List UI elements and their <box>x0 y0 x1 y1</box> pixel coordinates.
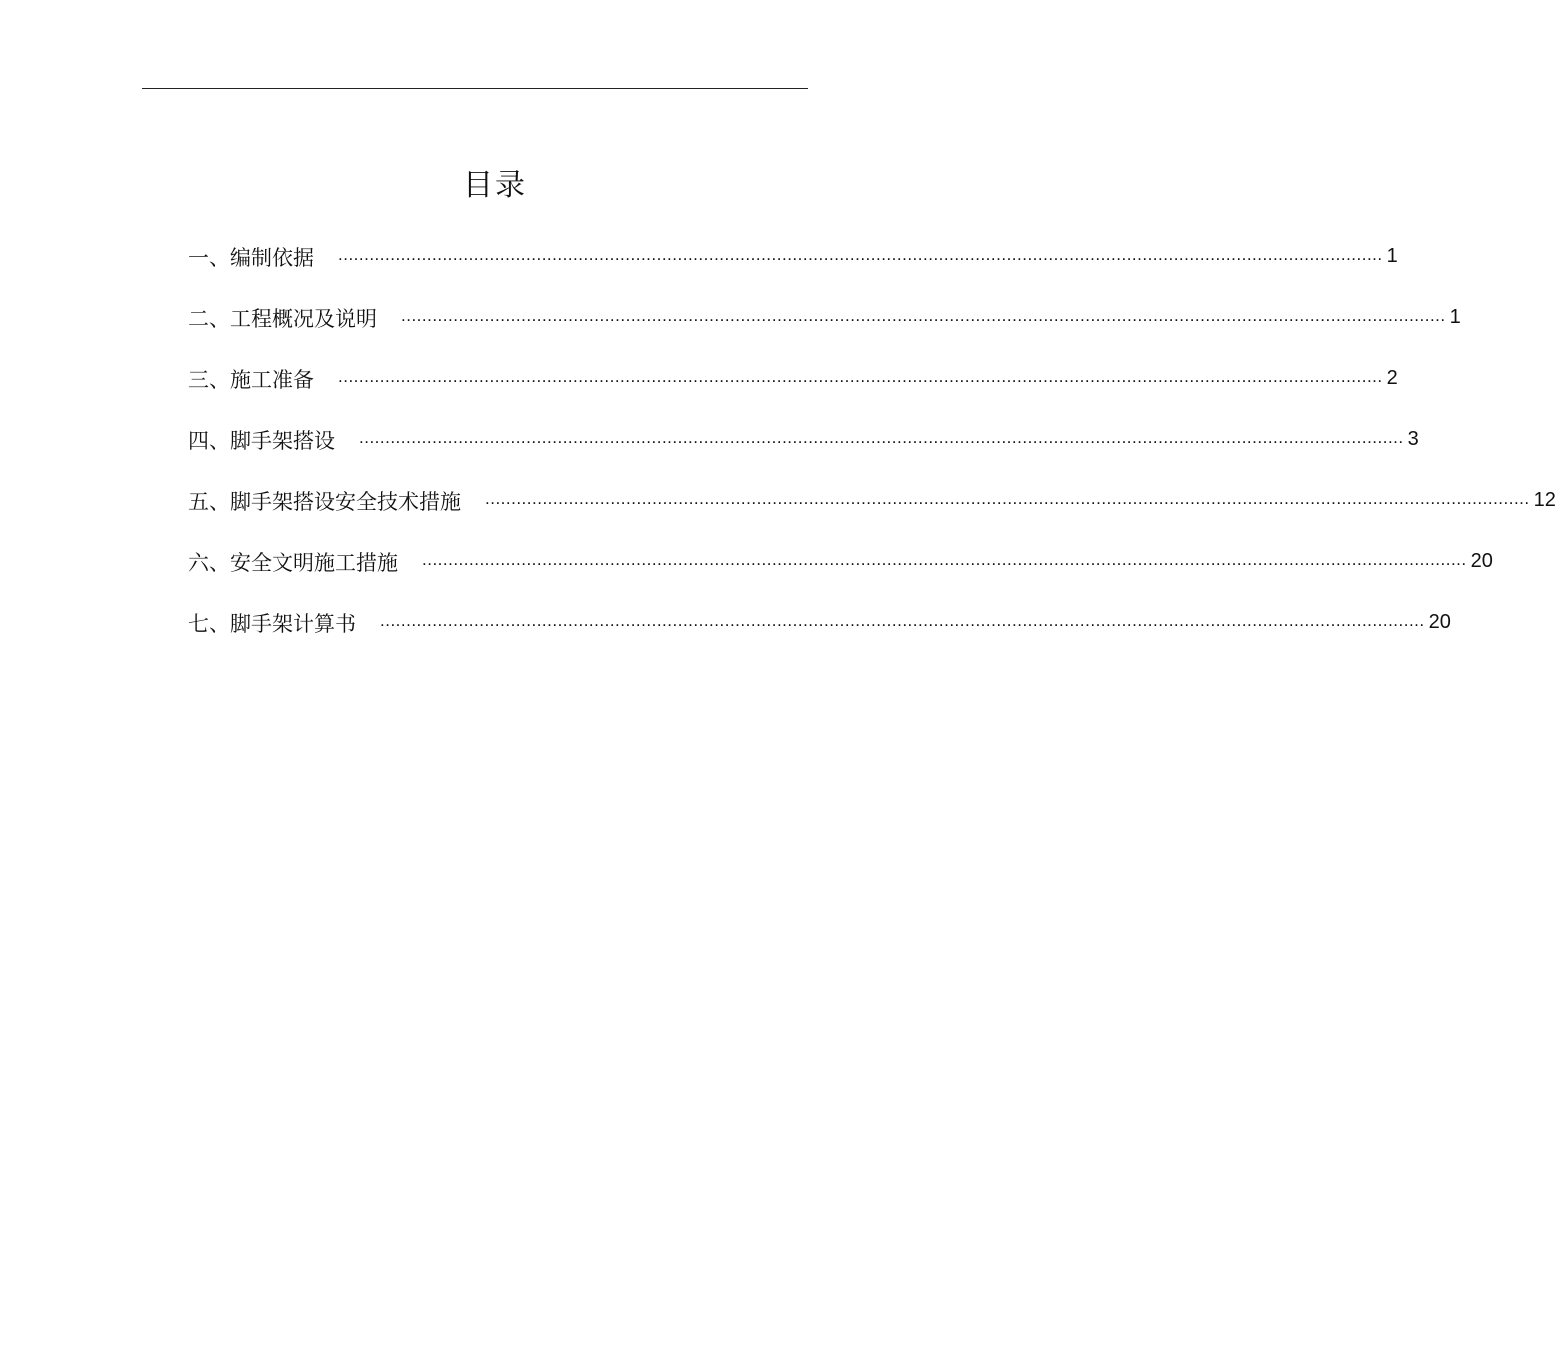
toc-entry-label: 脚手架搭设 <box>230 428 335 453</box>
toc-dot-leader: ........................................................................................................................................................................................................ <box>338 244 1383 264</box>
toc-dot-leader: ........................................................................................................................................................................................................ <box>338 366 1383 386</box>
toc-entry-label: 编制依据 <box>230 245 314 270</box>
toc-entry-label: 安全文明施工措施 <box>230 550 398 575</box>
toc-entry-number: 三、 <box>188 367 230 392</box>
toc-entry[interactable] <box>188 531 1493 592</box>
toc-entry-page: 12 <box>1533 489 1556 511</box>
toc-entry-label: 施工准备 <box>230 367 314 392</box>
toc-entry[interactable] <box>188 592 1451 653</box>
toc-entry-number: 二、 <box>188 306 230 331</box>
toc-entry[interactable] <box>188 287 1461 348</box>
toc-entry-page: 1 <box>1386 245 1398 267</box>
toc-entry[interactable] <box>188 470 1556 531</box>
toc-entry-number: 四、 <box>188 428 230 453</box>
toc-entry-page: 1 <box>1449 306 1461 328</box>
toc-dot-leader: ........................................................................................................................................................................................................ <box>401 305 1446 325</box>
toc-entry[interactable] <box>188 409 1419 470</box>
toc-entry-label: 脚手架搭设安全技术措施 <box>230 489 461 514</box>
toc-entry-number: 一、 <box>188 245 230 270</box>
table-of-contents <box>188 226 1556 653</box>
toc-entry[interactable] <box>188 226 1398 287</box>
toc-entry-label: 工程概况及说明 <box>230 306 377 331</box>
toc-dot-leader: ........................................................................................................................................................................................................ <box>422 549 1467 569</box>
toc-entry-label: 脚手架计算书 <box>230 611 356 636</box>
toc-dot-leader: ........................................................................................................................................................................................................ <box>485 488 1530 508</box>
page-title: 目录 <box>463 168 527 203</box>
toc-entry-number: 七、 <box>188 611 230 636</box>
toc-entry-page: 3 <box>1407 428 1419 450</box>
toc-entry-number: 五、 <box>188 489 230 514</box>
header-rule <box>142 88 808 89</box>
toc-dot-leader: ........................................................................................................................................................................................................ <box>380 610 1425 630</box>
toc-entry-page: 2 <box>1386 367 1398 389</box>
toc-entry-number: 六、 <box>188 550 230 575</box>
toc-dot-leader: ........................................................................................................................................................................................................ <box>359 427 1404 447</box>
toc-entry-page: 20 <box>1428 611 1451 633</box>
toc-entry-page: 20 <box>1470 550 1493 572</box>
toc-entry[interactable] <box>188 348 1398 409</box>
